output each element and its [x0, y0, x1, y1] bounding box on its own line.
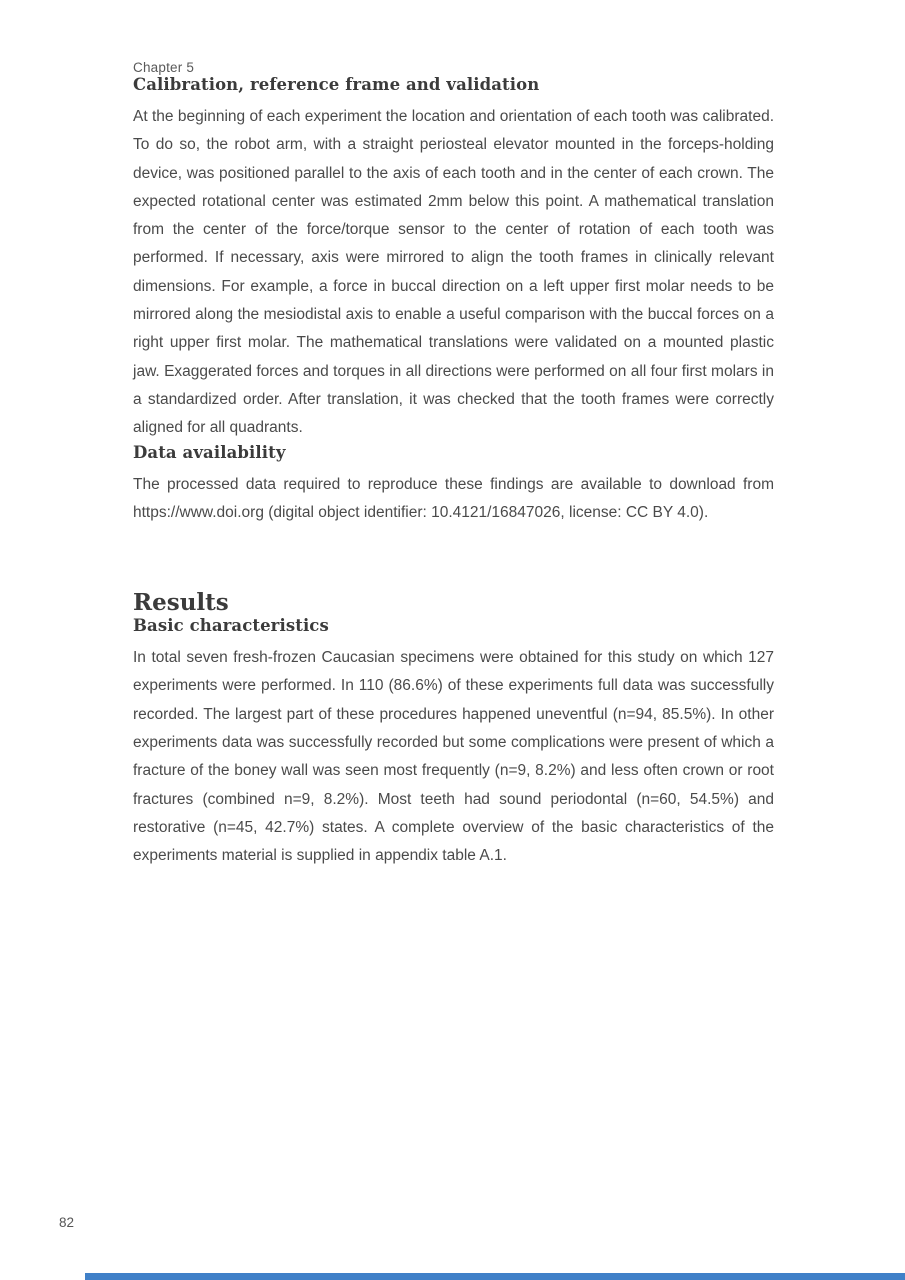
running-header-chapter: Chapter 5: [133, 60, 195, 75]
section-heading-basic-characteristics: Basic characteristics: [133, 616, 329, 636]
footer-accent-bar: [85, 1273, 905, 1280]
section-body-basic-characteristics: In total seven fresh-frozen Caucasian specimens were obtained for this study on which 127 experiments were performed. In 110 (86.6%) of these experiments full data was successfully recorded. The largest part of these procedures happened uneventful (n=94, 85.5%). In other experiments data was successfully recorded but some complications were present of which a fracture of the boney wall was seen most frequently (n=9, 8.2%) and less often crown or root fractures (combined n=9, 8.2%). Most teeth had sound periodontal (n=60, 54.5%) and restorative (n=45, 42.7%) states. A complete overview of the basic characteristics of the experiments material is supplied in appendix table A.1.: [133, 649, 774, 865]
page-number: 82: [59, 1215, 75, 1230]
section-heading-results: Results: [133, 589, 229, 617]
section-heading-calibration: Calibration, reference frame and validation: [133, 75, 540, 94]
section-heading-data-availability: Data availability: [133, 442, 286, 462]
section-body-calibration: At the beginning of each experiment the location and orientation of each tooth was calibrated. To do so, the robot arm, with a straight periosteal elevator mounted in the forceps-holding device, was positioned parallel to the axis of each tooth and in the center of each crown. The expected rotational center was estimated 2mm below this point. A mathematical translation from the center of the force/torque sensor to the center of rotation of each tooth was performed. If necessary, axis were mirrored to align the tooth frames in clinically relevant dimensions. For example, a force in buccal direction on a left upper first molar needs to be mirrored along the mesiodistal axis to enable a useful comparison with the buccal forces on a right upper first molar. The mathematical translations were validated on a mounted plastic jaw. Exaggerated forces and torques in all directions were performed on all four first molars in a standardized order. After translation, it was checked that the tooth frames were correctly aligned for all quadrants.: [133, 108, 774, 437]
section-body-data-availability: The processed data required to reproduce these findings are available to download from https://www.doi.org (digital object identifier: 10.4121/16847026, license: CC BY 4.0).: [133, 475, 774, 521]
page-content: [133, 0, 774, 871]
